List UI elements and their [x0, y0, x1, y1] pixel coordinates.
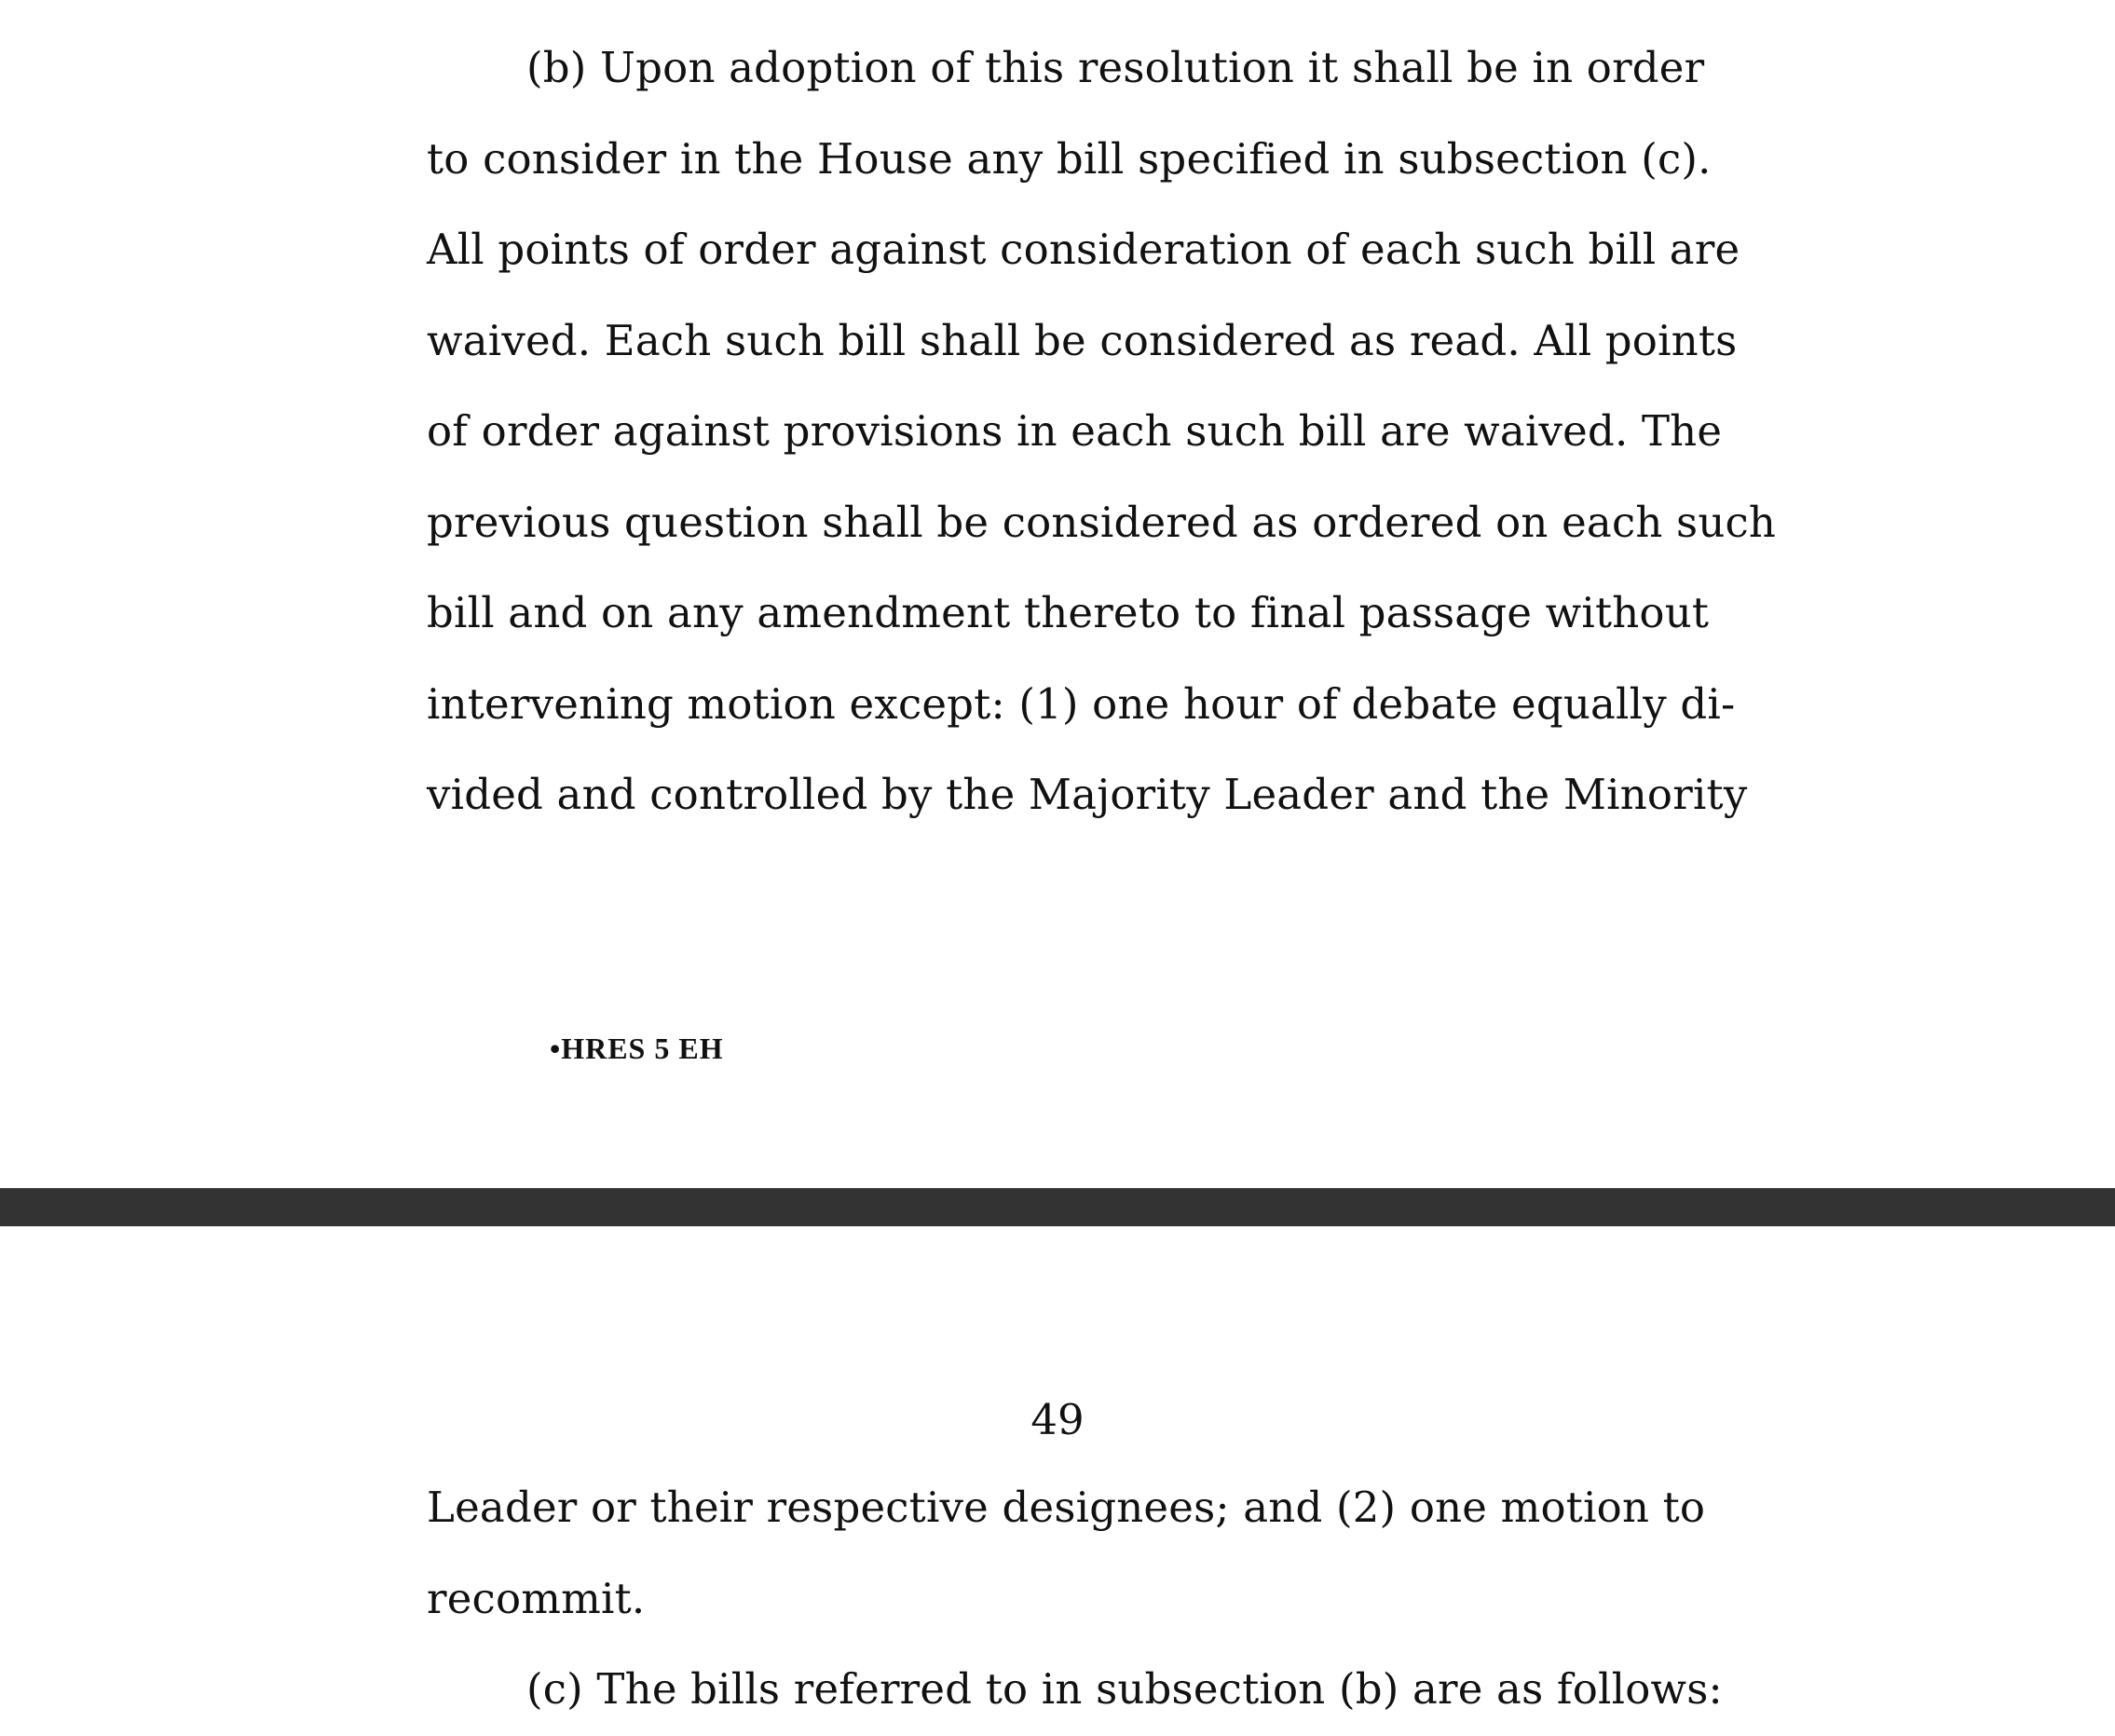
- text-line: recommit.: [427, 1573, 646, 1623]
- page-number: 49: [1030, 1395, 1085, 1444]
- text-line: (c) The bills referred to in subsection (b) are as follows:: [526, 1664, 1723, 1714]
- text-line: (b) Upon adoption of this resolution it shall be in order: [526, 43, 1705, 92]
- resolution-text-top: [427, 22, 1777, 841]
- text-line: Leader or their respective designees; and (2) one motion to: [427, 1483, 1706, 1532]
- text-line: to consider in the House any bill specified in subsection (c).: [427, 133, 1712, 184]
- page-separator: [0, 1188, 2115, 1226]
- text-line: of order against provisions in each such bill are waived. The: [427, 406, 1723, 456]
- text-line: bill and on any amendment thereto to final passage without: [427, 588, 1710, 637]
- text-line: previous question shall be considered as ordered on each such: [427, 497, 1777, 547]
- text-line: vided and controlled by the Majority Leader and the Minority: [427, 770, 1748, 819]
- text-line: intervening motion except: (1) one hour of debate equally di-: [427, 678, 1736, 729]
- resolution-text-bottom: [427, 1462, 1723, 1735]
- text-line: waived. Each such bill shall be considered as read. All points: [427, 315, 1738, 365]
- text-line: All points of order against consideration of each such bill are: [427, 225, 1740, 274]
- bill-identifier-footer: •HRES 5 EH: [550, 1032, 724, 1065]
